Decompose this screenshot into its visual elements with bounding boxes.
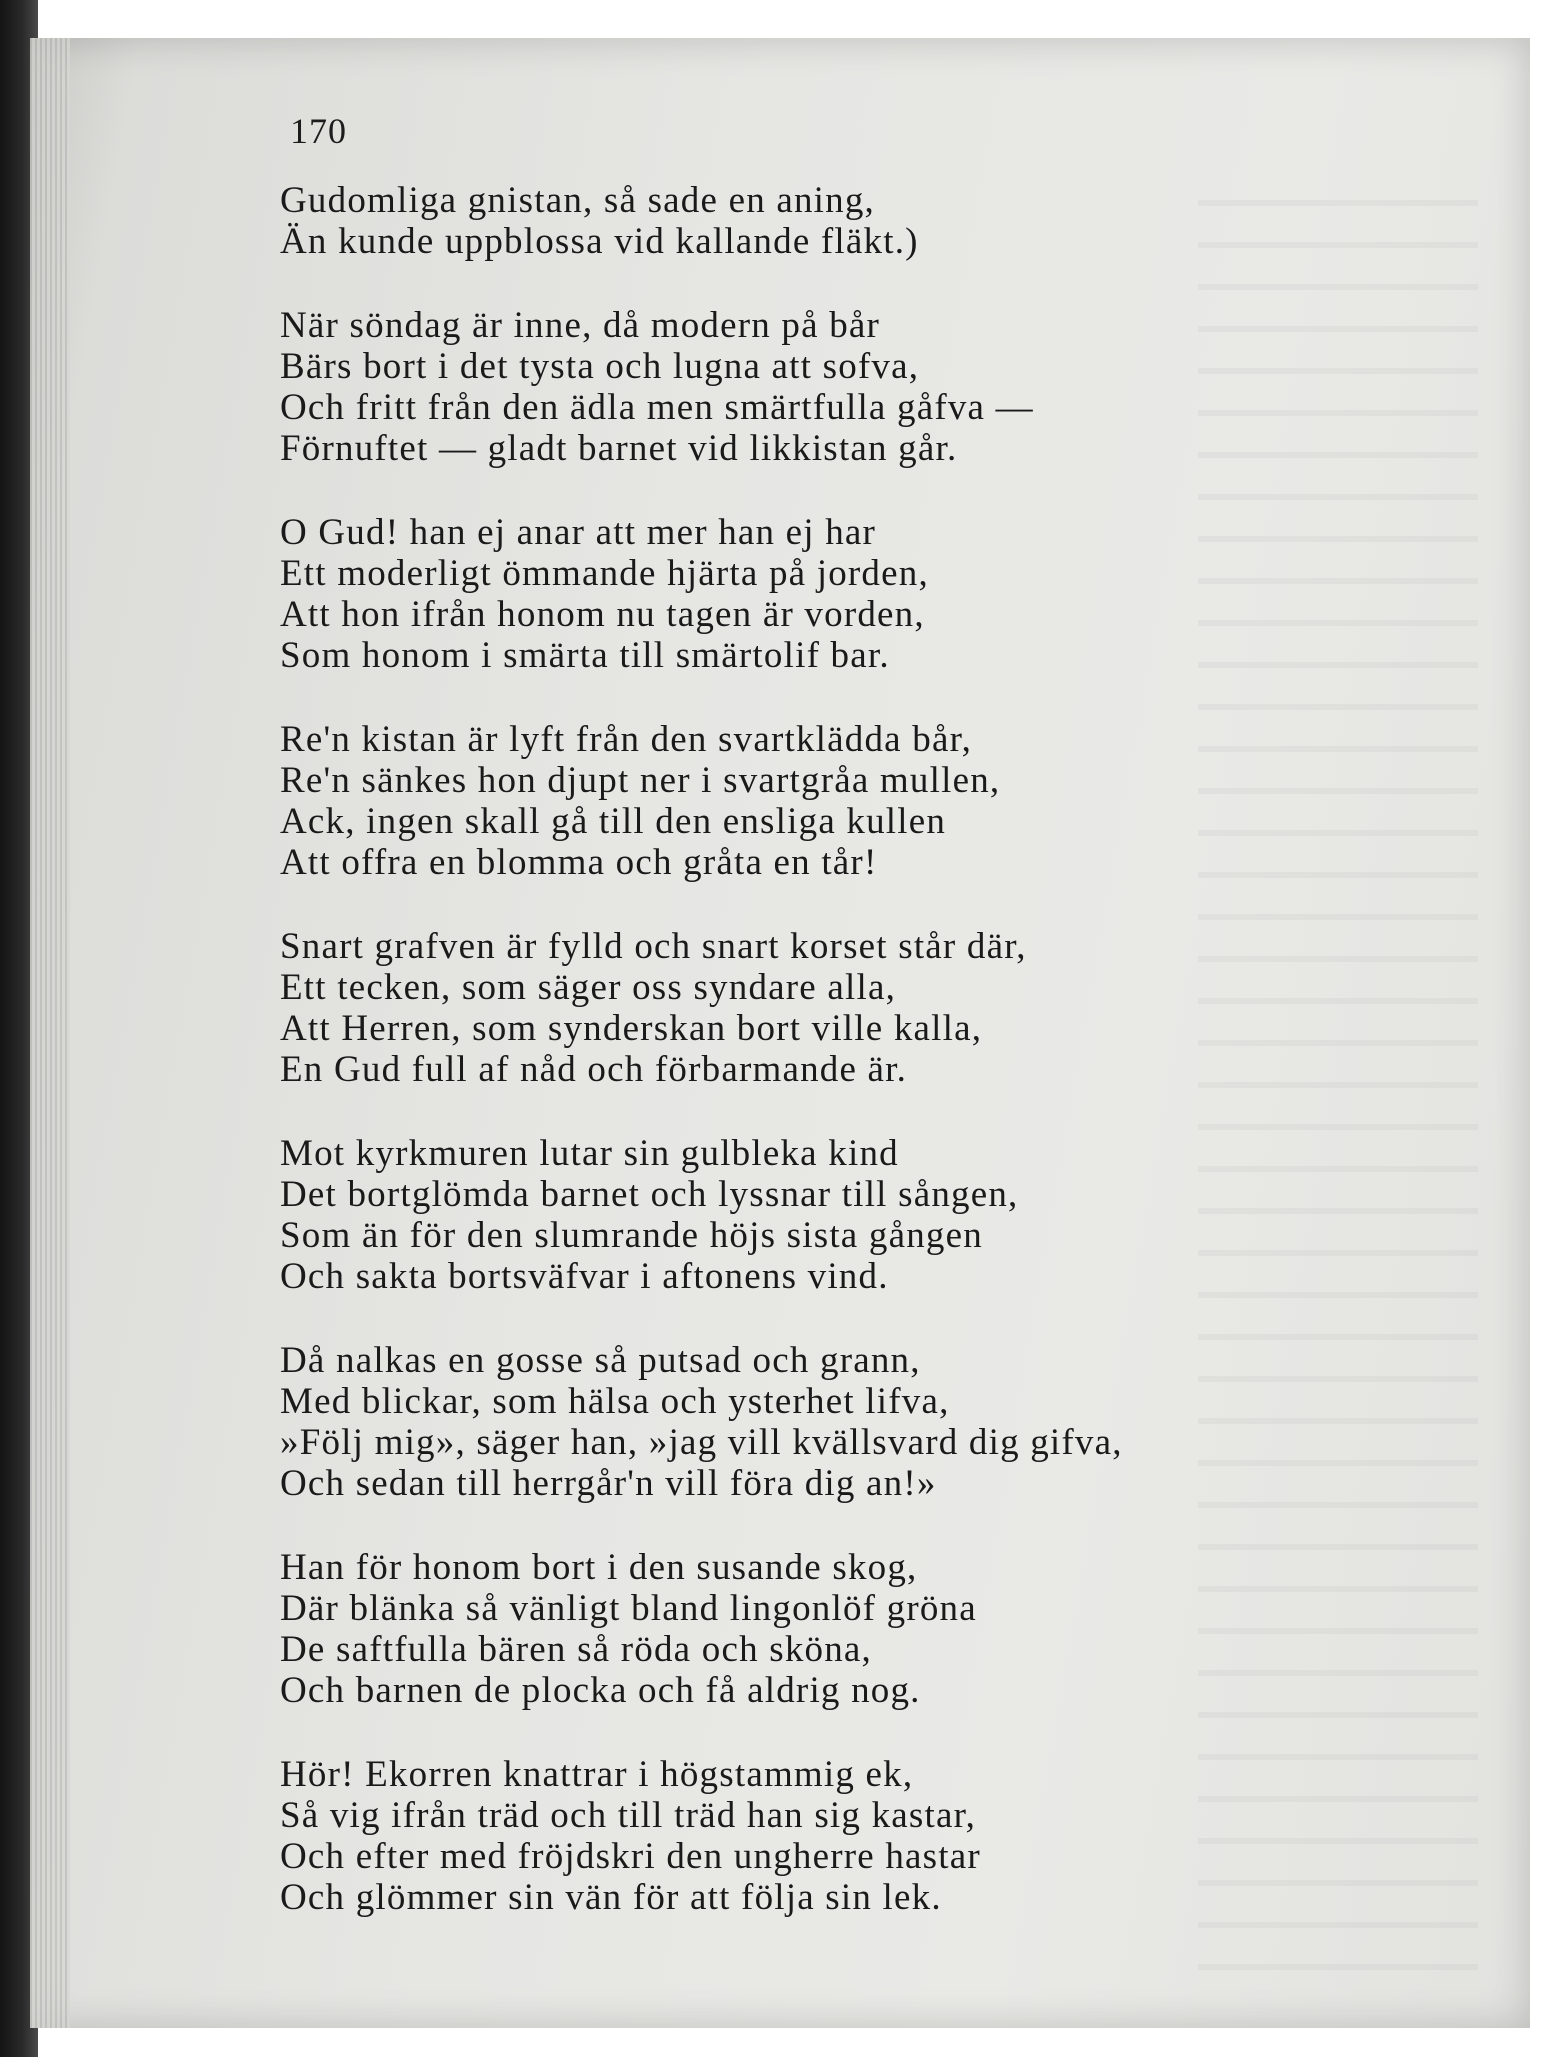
- stanza: [280, 1340, 1380, 1504]
- poem-line: Att hon ifrån honom nu tagen är vorden,: [280, 594, 925, 635]
- stanza: [280, 1133, 1380, 1297]
- poem-line: O Gud! han ej anar att mer han ej har: [280, 512, 877, 553]
- stanza: [280, 1547, 1380, 1711]
- stanza: [280, 180, 1380, 262]
- poem-line: Ack, ingen skall gå till den ensliga kullen: [280, 801, 947, 842]
- poem-line: Med blickar, som hälsa och ysterhet lifva,: [280, 1381, 950, 1422]
- poem-line: Och sedan till herrgår'n vill föra dig an!»: [280, 1463, 937, 1504]
- page-number: 170: [290, 111, 347, 151]
- poem-line: Det bortglömda barnet och lyssnar till sången,: [280, 1174, 1019, 1215]
- poem-line: Och barnen de plocka och få aldrig nog.: [280, 1670, 921, 1711]
- stanza: [280, 719, 1380, 883]
- poem-line: Snart grafven är fylld och snart korset står där,: [280, 926, 1027, 967]
- poem-line: Bärs bort i det tysta och lugna att sofva,: [280, 346, 920, 387]
- poem-line: Re'n kistan är lyft från den svartklädda bår,: [280, 719, 973, 760]
- poem-line: Hör! Ekorren knattrar i högstammig ek,: [280, 1754, 914, 1795]
- poem-line: Förnuftet — gladt barnet vid likkistan går.: [280, 428, 958, 469]
- stanza: [280, 926, 1380, 1090]
- stanza: [280, 1754, 1380, 1918]
- poem-line: Än kunde uppblossa vid kallande fläkt.): [280, 221, 919, 262]
- poem-line: Re'n sänkes hon djupt ner i svartgråa mullen,: [280, 760, 1001, 801]
- poem-line: Ett moderligt ömmande hjärta på jorden,: [280, 553, 929, 594]
- poem-line: Och sakta bortsväfvar i aftonens vind.: [280, 1256, 889, 1297]
- poem-line: Och glömmer sin vän för att följa sin lek.: [280, 1877, 942, 1918]
- stanza: [280, 512, 1380, 676]
- poem-line: När söndag är inne, då modern på bår: [280, 305, 881, 346]
- poem-line: »Följ mig», säger han, »jag vill kvällsvard dig gifva,: [280, 1422, 1123, 1463]
- poem-line: Så vig ifrån träd och till träd han sig kastar,: [280, 1795, 977, 1836]
- poem-line: Och efter med fröjdskri den ungherre hastar: [280, 1836, 981, 1877]
- poem-line: Ett tecken, som säger oss syndare alla,: [280, 967, 897, 1008]
- poem-text: [280, 180, 1380, 1961]
- poem-line: Att Herren, som synderskan bort ville kalla,: [280, 1008, 983, 1049]
- poem-line: Gudomliga gnistan, så sade en aning,: [280, 180, 876, 221]
- poem-line: Då nalkas en gosse så putsad och grann,: [280, 1340, 921, 1381]
- poem-line: Han för honom bort i den susande skog,: [280, 1547, 918, 1588]
- page-stack-edges: [30, 38, 70, 2028]
- stanza: [280, 305, 1380, 469]
- poem-line: Som än för den slumrande höjs sista gången: [280, 1215, 983, 1256]
- poem-line: Där blänka så vänligt bland lingonlöf gröna: [280, 1588, 977, 1629]
- poem-line: En Gud full af nåd och förbarmande är.: [280, 1049, 908, 1090]
- poem-line: Att offra en blomma och gråta en tår!: [280, 842, 878, 883]
- poem-line: De saftfulla bären så röda och sköna,: [280, 1629, 872, 1670]
- poem-line: Och fritt från den ädla men smärtfulla gåfva —: [280, 387, 1034, 428]
- poem-line: Som honom i smärta till smärtolif bar.: [280, 635, 890, 676]
- poem-line: Mot kyrkmuren lutar sin gulbleka kind: [280, 1133, 899, 1174]
